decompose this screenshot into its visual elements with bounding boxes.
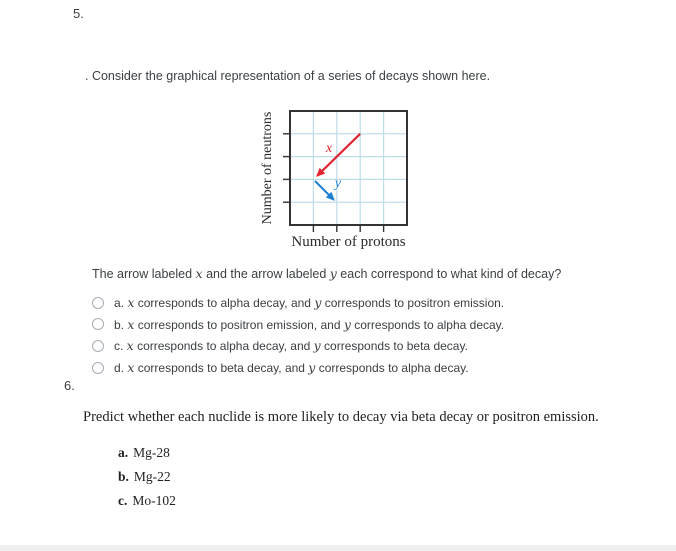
y-axis-label: Number of neutrons (260, 111, 275, 225)
item-letter: a. (118, 445, 129, 460)
option-letter: a. (114, 296, 128, 311)
option-text: corresponds to positron emission, and (134, 317, 344, 332)
question-5-number: 5. (73, 6, 84, 21)
option-y-italic: y (343, 316, 351, 332)
option-text: corresponds to alpha decay, and (133, 339, 314, 354)
x-axis-label: Number of protons (291, 234, 406, 250)
arrow-y-label: y (334, 176, 342, 191)
nuclide-item-a (118, 445, 170, 463)
option-text: corresponds to alpha decay. (350, 317, 505, 332)
window-bottom-edge (0, 545, 676, 551)
option-letter: d. (114, 361, 128, 376)
beta-decay-arrow-y (315, 181, 334, 200)
nuclide-item-b (118, 469, 171, 487)
option-b-row[interactable] (92, 314, 504, 336)
option-d-label (114, 360, 469, 375)
option-c-row[interactable] (92, 335, 504, 357)
option-y-italic: y (314, 295, 322, 311)
option-d-row[interactable] (92, 357, 504, 379)
option-b-radio-button[interactable] (92, 318, 104, 330)
decay-graph (258, 96, 424, 252)
option-letter: b. (114, 317, 128, 332)
question-6-number: 6. (64, 378, 75, 393)
item-letter: c. (118, 493, 128, 508)
option-text: corresponds to alpha decay, and (134, 296, 315, 311)
prompt-text: The arrow labeled (92, 267, 196, 281)
prompt-text: and the arrow labeled (202, 267, 330, 281)
option-letter: c. (114, 339, 127, 354)
prompt-text: each correspond to what kind of decay? (336, 267, 562, 281)
nuclide-item-c (118, 493, 176, 511)
option-c-label (114, 338, 468, 353)
option-text: corresponds to alpha decay. (315, 361, 469, 376)
option-b-label (114, 317, 504, 332)
option-c-radio-button[interactable] (92, 340, 104, 352)
option-x-italic: x (127, 360, 135, 376)
item-letter: b. (118, 469, 129, 484)
axis-ticks (283, 134, 384, 232)
option-a-row[interactable] (92, 292, 504, 314)
gridlines (290, 111, 407, 225)
option-a-label (114, 295, 504, 310)
option-d-radio-button[interactable] (92, 362, 104, 374)
option-y-italic: y (308, 360, 316, 376)
question-5-prompt (92, 266, 561, 281)
option-y-italic: y (313, 338, 321, 354)
answer-options (92, 292, 504, 378)
nuclide-name: Mg-22 (133, 469, 171, 484)
option-x-italic: x (127, 316, 135, 332)
prompt-y-italic: y (329, 266, 337, 281)
nuclide-name: Mg-28 (133, 445, 170, 460)
plot-area-border (290, 111, 407, 225)
option-x-italic: x (127, 295, 135, 311)
question-5-intro: . Consider the graphical representation of a series of decays shown here. (85, 69, 491, 83)
nuclide-name: Mo-102 (132, 493, 176, 508)
option-text: corresponds to beta decay. (320, 339, 468, 354)
prompt-x-italic: x (195, 266, 203, 281)
arrow-x-label: x (325, 141, 333, 156)
option-a-radio-button[interactable] (92, 297, 104, 309)
option-text: corresponds to positron emission. (321, 296, 505, 311)
question-6-prompt: Predict whether each nuclide is more likely to decay via beta decay or positron emission. (83, 409, 599, 425)
alpha-decay-arrow-x (318, 134, 361, 176)
option-x-italic: x (126, 338, 134, 354)
option-text: corresponds to beta decay, and (134, 361, 309, 376)
